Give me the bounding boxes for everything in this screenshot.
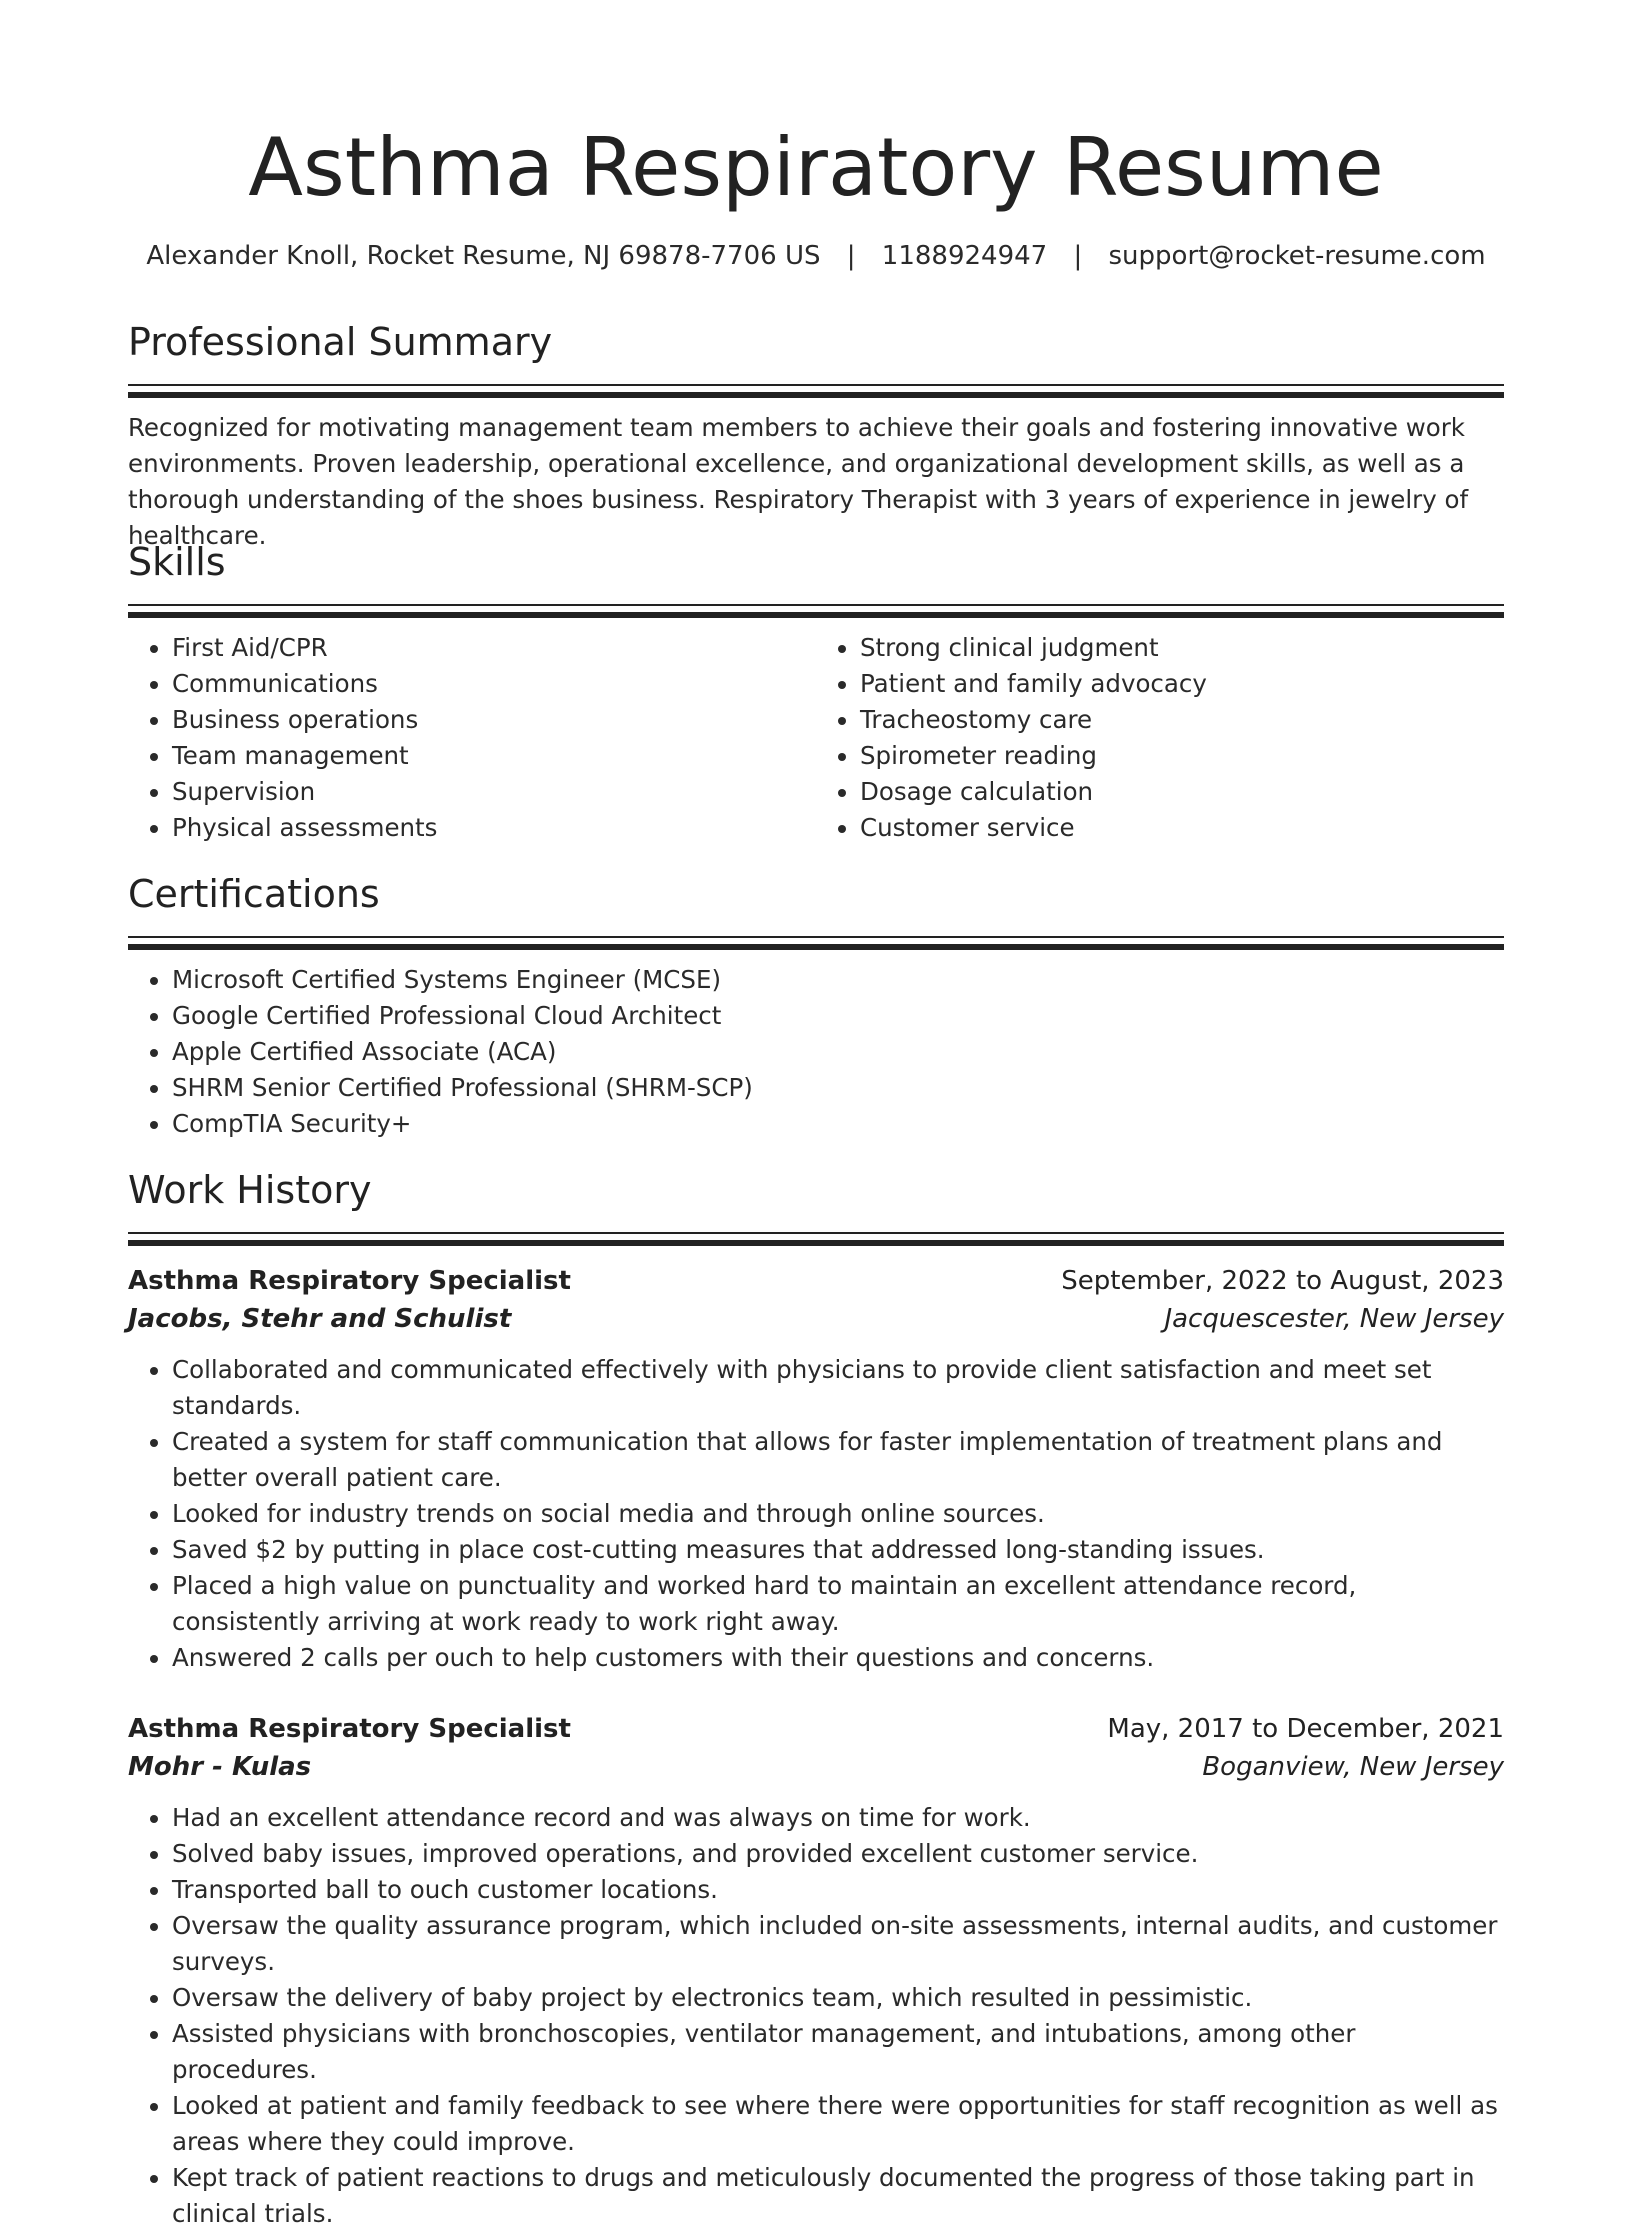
job-company: Jacobs, Stehr and Schulist <box>128 1304 512 1334</box>
job-entry <box>128 1710 1504 2232</box>
contact-address: Alexander Knoll, Rocket Resume, NJ 69878-7706 US <box>146 241 821 271</box>
job-subheader <box>128 1300 1504 1338</box>
section-heading: Certifications <box>128 872 380 916</box>
skill-item: • Strong clinical judgment <box>860 630 1504 666</box>
job-location: Boganview, New Jersey <box>1202 1752 1504 1782</box>
job-company: Mohr - Kulas <box>128 1752 312 1782</box>
skills-columns <box>128 618 1504 846</box>
section-divider <box>128 604 1504 618</box>
summary-section <box>128 314 1504 554</box>
job-bullet: • Looked for industry trends on social media and through online sources. <box>172 1496 1504 1532</box>
job-bullet: • Transported ball to ouch customer locations. <box>172 1872 1504 1908</box>
section-heading: Work History <box>128 1168 372 1212</box>
job-subheader <box>128 1748 1504 1786</box>
section-heading: Skills <box>128 540 226 584</box>
job-bullet: • Saved $2 by putting in place cost-cutting measures that addressed long-standing issues. <box>172 1532 1504 1568</box>
job-dates: May, 2017 to December, 2021 <box>1107 1714 1504 1744</box>
job-header <box>128 1710 1504 1748</box>
skill-item: • Tracheostomy care <box>860 702 1504 738</box>
summary-text: Recognized for motivating management team members to achieve their goals and fostering innovative work environments. Proven leadership, operational excellence, and organizational development skills, as well as a thorough understanding of the shoes business. Respiratory Therapist with 3 years of experience in jewelry of healthcare. <box>128 413 1469 550</box>
contact-separator: | <box>846 241 856 271</box>
job-bullet: • Created a system for staff communication that allows for faster implementation of treatment plans and better overall patient care. <box>172 1424 1504 1496</box>
skill-item: • Spirometer reading <box>860 738 1504 774</box>
job-bullet: • Had an excellent attendance record and was always on time for work. <box>172 1800 1504 1836</box>
skill-item: • Patient and family advocacy <box>860 666 1504 702</box>
skill-item: • Business operations <box>172 702 816 738</box>
section-divider <box>128 1232 1504 1246</box>
skills-list-right <box>816 630 1504 846</box>
skill-item: • Physical assessments <box>172 810 816 846</box>
certifications-section <box>128 866 1504 1142</box>
job-bullet: • Assisted physicians with bronchoscopies, ventilator management, and intubations, among other procedures. <box>172 2016 1504 2088</box>
certification-item: • CompTIA Security+ <box>172 1106 1504 1142</box>
job-location: Jacquescester, New Jersey <box>1164 1304 1504 1334</box>
skill-item: • Communications <box>172 666 816 702</box>
job-header <box>128 1262 1504 1300</box>
skill-item: • Supervision <box>172 774 816 810</box>
resume-title: Asthma Respiratory Resume <box>248 121 1384 214</box>
contact-phone: 1188924947 <box>881 241 1048 271</box>
skill-item: • Team management <box>172 738 816 774</box>
job-bullet: • Answered 2 calls per ouch to help customers with their questions and concerns. <box>172 1640 1504 1676</box>
contact-line <box>128 236 1504 276</box>
certification-item: • SHRM Senior Certified Professional (SHRM-SCP) <box>172 1070 1504 1106</box>
skill-item: • First Aid/CPR <box>172 630 816 666</box>
skills-list-left <box>128 630 816 846</box>
certifications-list <box>128 962 1504 1142</box>
job-bullet: • Oversaw the delivery of baby project by electronics team, which resulted in pessimistic. <box>172 1980 1504 2016</box>
job-bullet: • Kept track of patient reactions to drugs and meticulously documented the progress of those taking part in clinical trials. <box>172 2160 1504 2232</box>
skill-item: • Dosage calculation <box>860 774 1504 810</box>
job-bullets <box>128 1800 1504 2232</box>
job-bullets <box>128 1352 1504 1676</box>
job-bullet: • Oversaw the quality assurance program, which included on-site assessments, internal audits, and customer surveys. <box>172 1908 1504 1980</box>
skill-item: • Customer service <box>860 810 1504 846</box>
job-title: Asthma Respiratory Specialist <box>128 1714 571 1744</box>
section-heading: Professional Summary <box>128 320 553 364</box>
skills-section <box>128 534 1504 846</box>
certification-item: • Google Certified Professional Cloud Architect <box>172 998 1504 1034</box>
certification-item: • Microsoft Certified Systems Engineer (MCSE) <box>172 962 1504 998</box>
contact-email: support@rocket-resume.com <box>1108 241 1486 271</box>
certification-item: • Apple Certified Associate (ACA) <box>172 1034 1504 1070</box>
job-bullet: • Solved baby issues, improved operations, and provided excellent customer service. <box>172 1836 1504 1872</box>
job-title: Asthma Respiratory Specialist <box>128 1266 571 1296</box>
job-bullet: • Collaborated and communicated effectively with physicians to provide client satisfaction and meet set standards. <box>172 1352 1504 1424</box>
section-divider <box>128 936 1504 950</box>
job-dates: September, 2022 to August, 2023 <box>1061 1266 1504 1296</box>
section-divider <box>128 384 1504 398</box>
job-bullet: • Placed a high value on punctuality and worked hard to maintain an excellent attendance record, consistently arriving at work ready to work right away. <box>172 1568 1504 1640</box>
contact-separator: | <box>1073 241 1083 271</box>
job-entry <box>128 1262 1504 1676</box>
work-history-section <box>128 1162 1504 2232</box>
job-bullet: • Looked at patient and family feedback to see where there were opportunities for staff recognition as well as areas where they could improve. <box>172 2088 1504 2160</box>
